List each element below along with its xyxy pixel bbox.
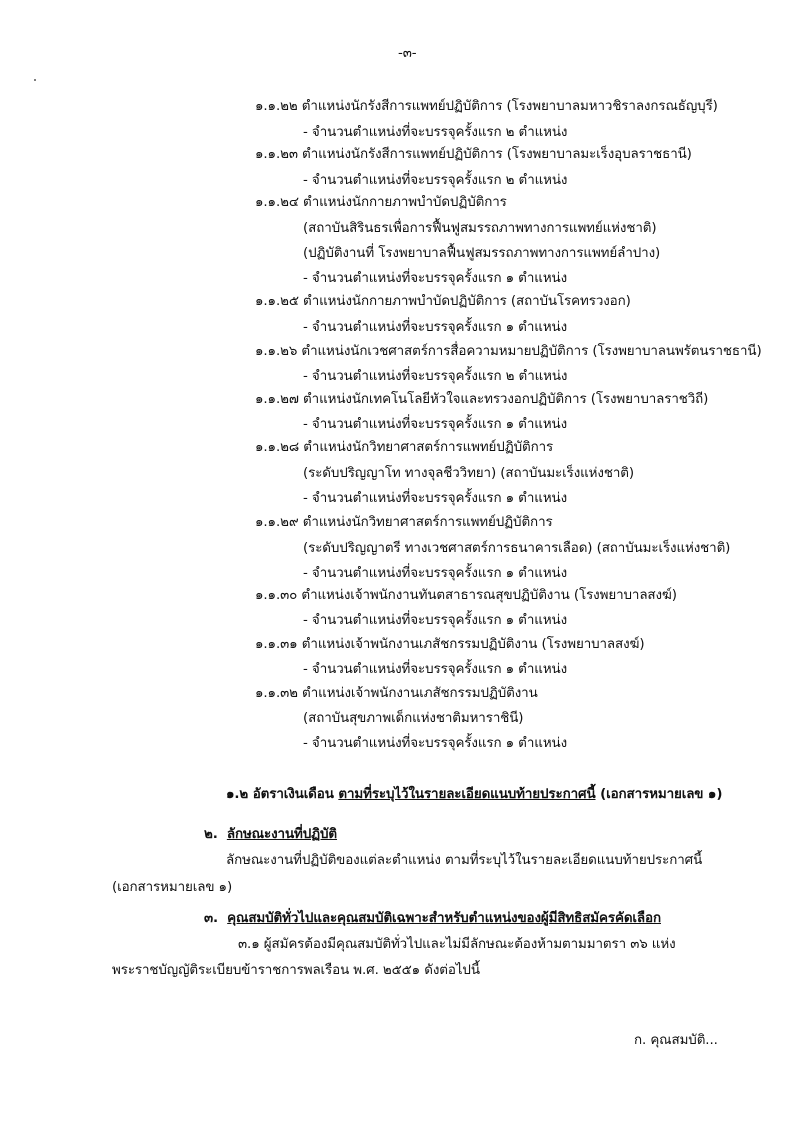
scan-speck [34, 79, 36, 81]
position-detail: (สถาบันสุขภาพเด็กแห่งชาติมหาราชินี) [303, 711, 524, 726]
section-3-paragraph: พระราชบัญญัติระเบียบข้าราชการพลเรือน พ.ศ. ๒๕๕๑ ดังต่อไปนี้ [112, 963, 480, 978]
position-detail: (ระดับปริญญาตรี ทางเวชศาสตร์การธนาคารเลือด) (สถาบันมะเร็งแห่งชาติ) [303, 541, 731, 556]
salary-line [226, 786, 722, 804]
position-title: ๑.๑.๓๒ ตำแหน่งเจ้าพนักงานเภสัชกรรมปฏิบัติงาน [255, 686, 538, 701]
salary-underlined: ตามที่ระบุไว้ในรายละเอียดแนบท้ายประกาศนี้ [338, 787, 596, 802]
section-2-body: ลักษณะงานที่ปฏิบัติของแต่ละตำแหน่ง ตามที่ระบุไว้ในรายละเอียดแนบท้ายประกาศนี้ [226, 853, 703, 868]
position-count: - จำนวนตำแหน่งที่จะบรรจุครั้งแรก ๑ ตำแหน่ง [303, 271, 568, 286]
position-count: - จำนวนตำแหน่งที่จะบรรจุครั้งแรก ๑ ตำแหน่ง [303, 491, 568, 506]
position-title: ๑.๑.๒๖ ตำแหน่งนักเวชศาสตร์การสื่อความหมายปฏิบัติการ (โรงพยาบาลนพรัตนราชธานี) [255, 344, 762, 359]
position-count: - จำนวนตำแหน่งที่จะบรรจุครั้งแรก ๑ ตำแหน่ง [303, 417, 568, 432]
position-title: ๑.๑.๒๓ ตำแหน่งนักรังสีการแพทย์ปฏิบัติการ (โรงพยาบาลมะเร็งอุบลราชธานี) [255, 147, 692, 162]
position-count: - จำนวนตำแหน่งที่จะบรรจุครั้งแรก ๒ ตำแหน่ง [303, 173, 568, 188]
position-count: - จำนวนตำแหน่งที่จะบรรจุครั้งแรก ๑ ตำแหน่ง [303, 736, 568, 751]
position-count: - จำนวนตำแหน่งที่จะบรรจุครั้งแรก ๑ ตำแหน่ง [303, 613, 568, 628]
position-title: ๑.๑.๒๒ ตำแหน่งนักรังสีการแพทย์ปฏิบัติการ (โรงพยาบาลมหาวชิราลงกรณธัญบุรี) [255, 99, 718, 114]
continuation-marker: ก. คุณสมบัติ... [634, 1033, 718, 1048]
position-detail: (ปฏิบัติงานที่ โรงพยาบาลฟื้นฟูสมรรถภาพทางการแพทย์ลำปาง) [303, 246, 661, 261]
section-2-body: (เอกสารหมายเลข ๑) [112, 880, 233, 895]
position-title: ๑.๑.๒๕ ตำแหน่งนักกายภาพบำบัดปฏิบัติการ (สถาบันโรคทรวงอก) [255, 294, 631, 309]
salary-number: ๑.๒ [226, 787, 249, 802]
section-3-heading [204, 910, 661, 928]
position-count: - จำนวนตำแหน่งที่จะบรรจุครั้งแรก ๑ ตำแหน่ง [303, 662, 568, 677]
section-3-number: ๓. [204, 911, 219, 926]
position-title: ๑.๑.๒๔ ตำแหน่งนักกายภาพบำบัดปฏิบัติการ [255, 195, 507, 210]
section-3-paragraph: ๓.๑ ผู้สมัครต้องมีคุณสมบัติทั่วไปและไม่มีลักษณะต้องห้ามตามมาตรา ๓๖ แห่ง [238, 937, 676, 952]
position-count: - จำนวนตำแหน่งที่จะบรรจุครั้งแรก ๑ ตำแหน่ง [303, 566, 568, 581]
position-detail: (ระดับปริญญาโท ทางจุลชีววิทยา) (สถาบันมะเร็งแห่งชาติ) [303, 466, 634, 481]
position-title: ๑.๑.๒๙ ตำแหน่งนักวิทยาศาสตร์การแพทย์ปฏิบัติการ [255, 515, 553, 530]
position-count: - จำนวนตำแหน่งที่จะบรรจุครั้งแรก ๒ ตำแหน่ง [303, 369, 568, 384]
page-number: -๓- [398, 46, 417, 61]
section-2-heading [204, 826, 337, 844]
section-3-title: คุณสมบัติทั่วไปและคุณสมบัติเฉพาะสำหรับตำแหน่งของผู้มีสิทธิสมัครคัดเลือก [227, 911, 661, 926]
salary-label: อัตราเงินเดือน [252, 787, 334, 802]
position-title: ๑.๑.๒๗ ตำแหน่งนักเทคโนโลยีหัวใจและทรวงอกปฏิบัติการ (โรงพยาบาลราชวิถี) [255, 392, 709, 407]
salary-ref: (เอกสารหมายเลข ๑) [600, 787, 723, 802]
position-title: ๑.๑.๓๐ ตำแหน่งเจ้าพนักงานทันตสาธารณสุขปฏิบัติงาน (โรงพยาบาลสงฆ์) [255, 588, 677, 603]
position-title: ๑.๑.๒๘ ตำแหน่งนักวิทยาศาสตร์การแพทย์ปฏิบัติการ [255, 440, 554, 455]
position-title: ๑.๑.๓๑ ตำแหน่งเจ้าพนักงานเภสัชกรรมปฏิบัติงาน (โรงพยาบาลสงฆ์) [255, 637, 645, 652]
position-count: - จำนวนตำแหน่งที่จะบรรจุครั้งแรก ๒ ตำแหน่ง [303, 125, 568, 140]
position-count: - จำนวนตำแหน่งที่จะบรรจุครั้งแรก ๑ ตำแหน่ง [303, 320, 568, 335]
section-2-title: ลักษณะงานที่ปฏิบัติ [226, 827, 338, 842]
position-detail: (สถาบันสิรินธรเพื่อการฟื้นฟูสมรรถภาพทางการแพทย์แห่งชาติ) [303, 221, 657, 236]
section-2-number: ๒. [204, 827, 218, 842]
